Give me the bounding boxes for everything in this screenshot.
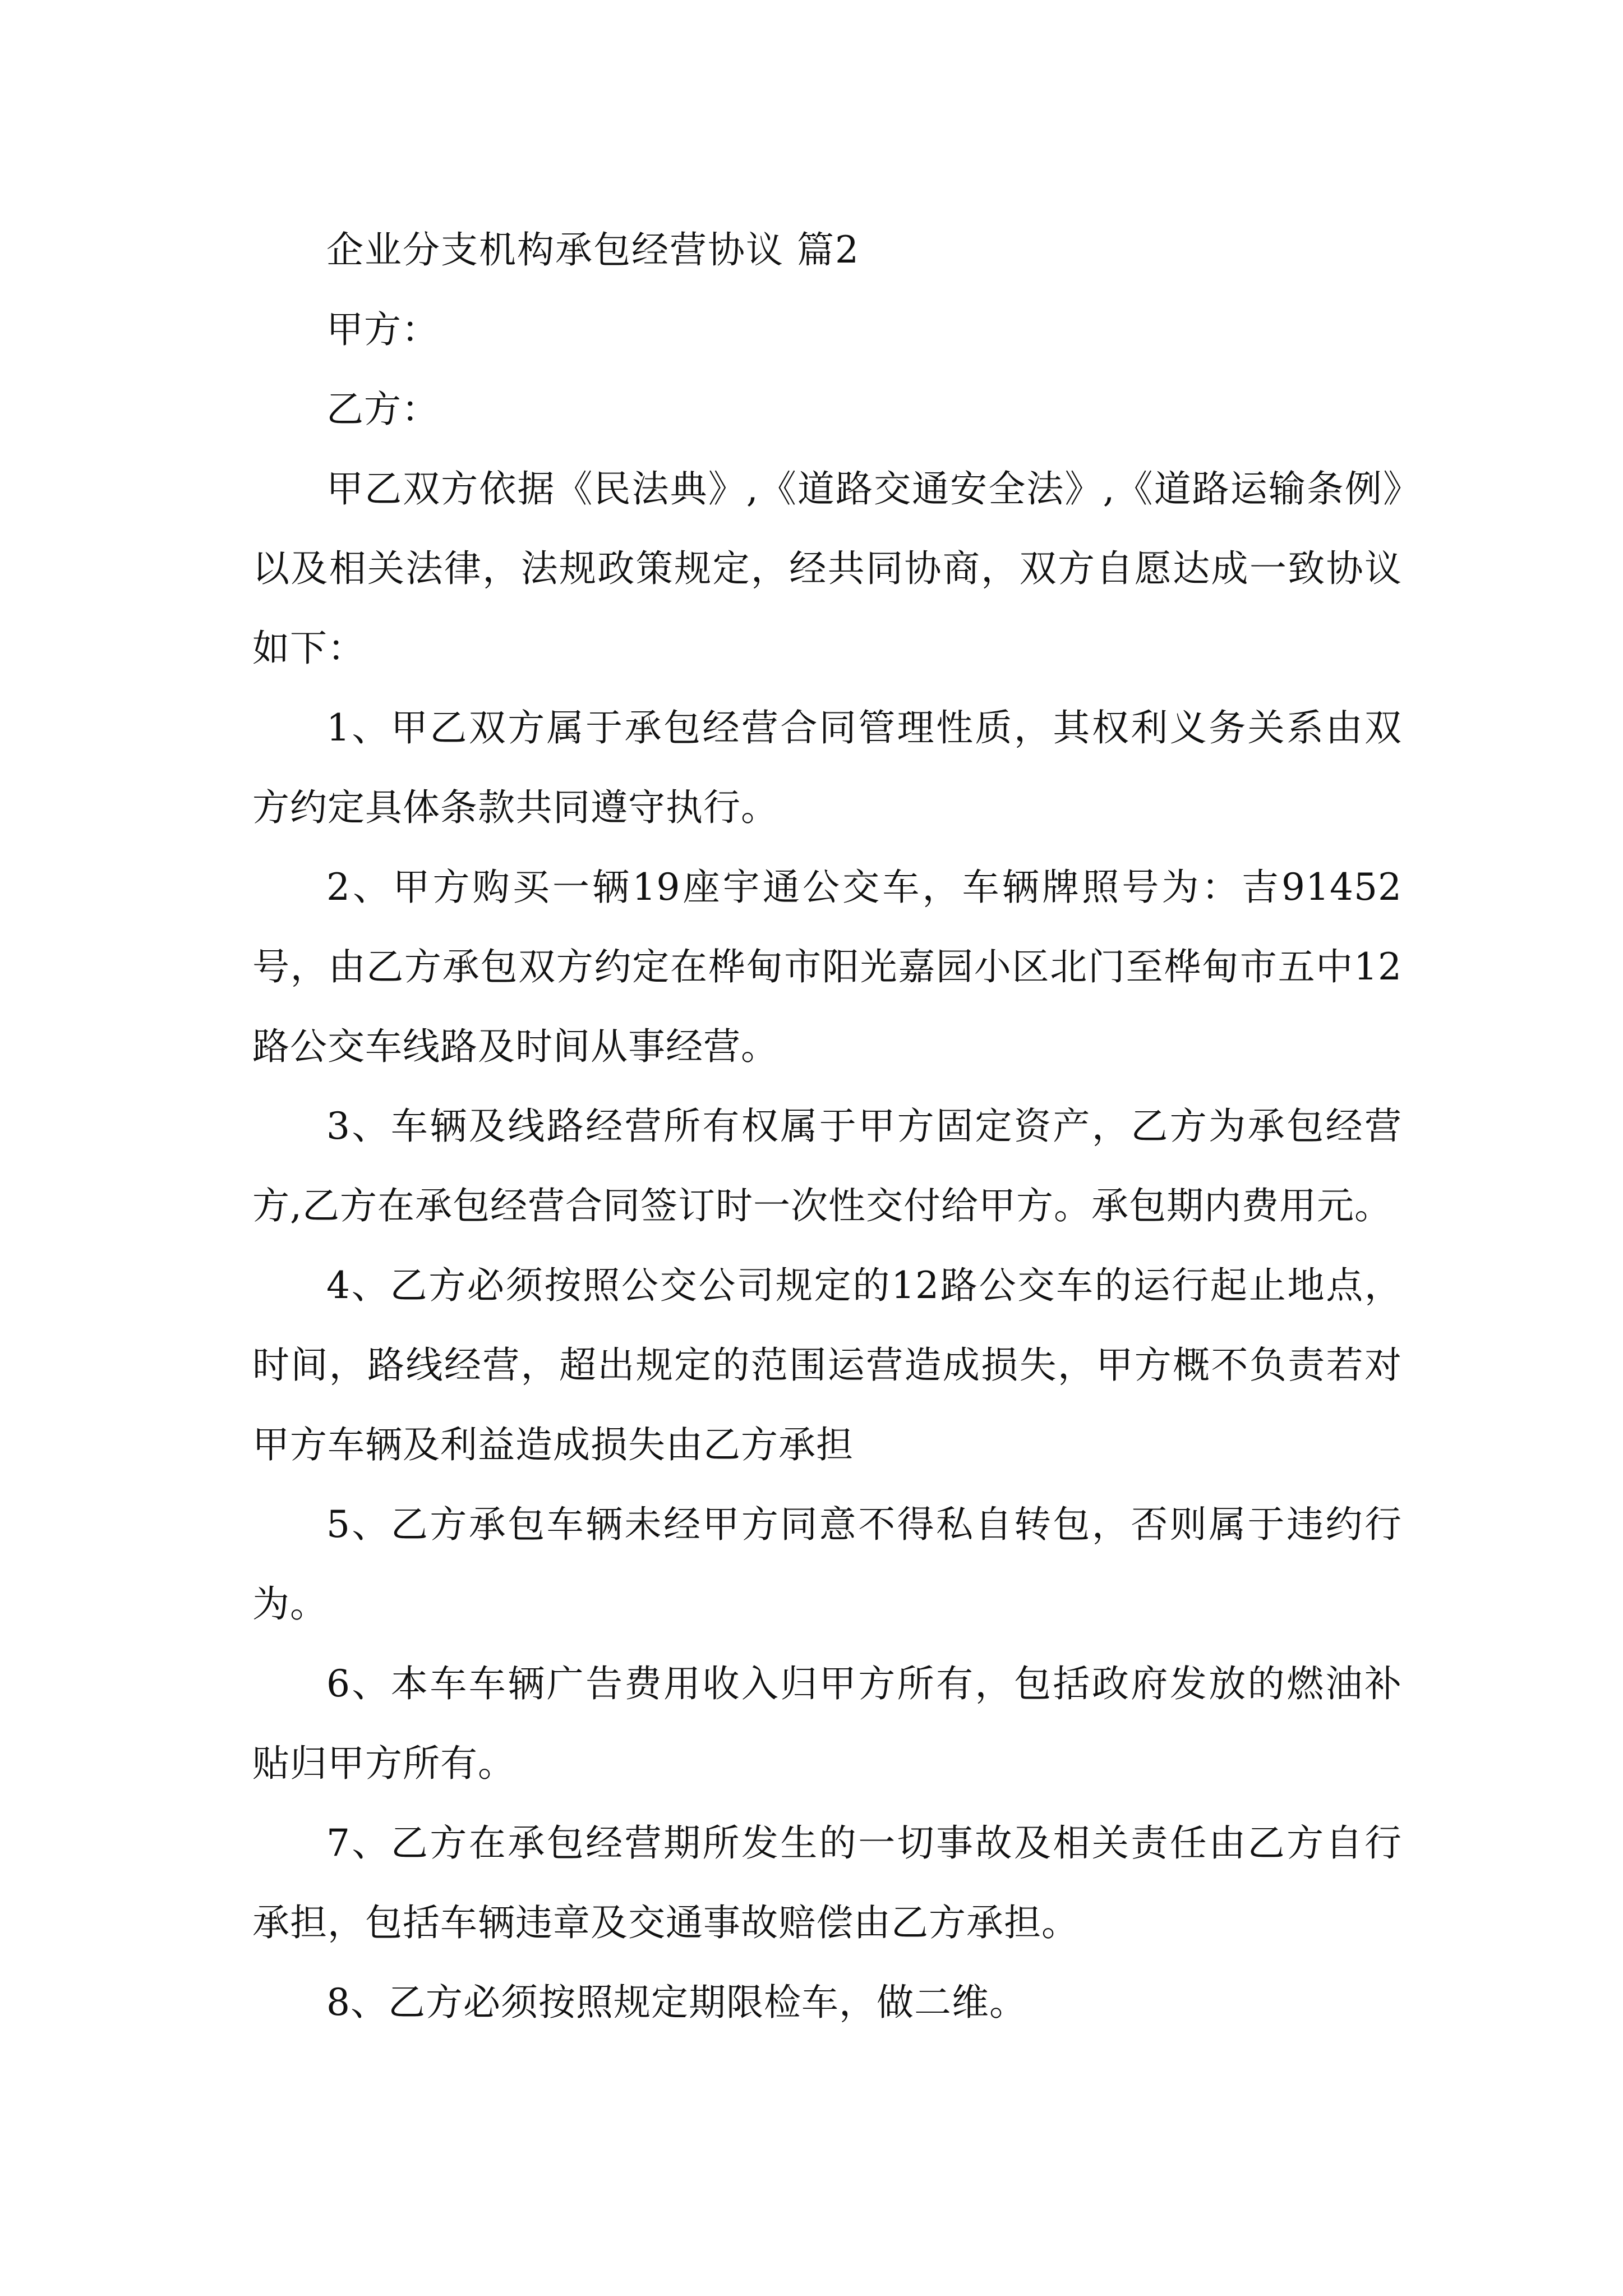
document-body bbox=[252, 210, 1402, 2042]
party-b-line: 乙方： bbox=[326, 388, 439, 431]
clause-1: 1、甲乙双方属于承包经营合同管理性质，其权利义务关系由双方约定具体条款共同遵守执行。 bbox=[252, 706, 1402, 829]
clause-4: 4、乙方必须按照公交公司规定的12路公交车的运行起止地点，时间，路线经营，超出规定的范围运营造成损失，甲方概不负责若对甲方车辆及利益造成损失由乙方承担 bbox=[252, 1264, 1402, 1466]
clause-7: 7、乙方在承包经营期所发生的一切事故及相关责任由乙方自行承担，包括车辆违章及交通事故赔偿由乙方承担。 bbox=[252, 1821, 1402, 1944]
clause-5: 5、乙方承包车辆未经甲方同意不得私自转包，否则属于违约行为。 bbox=[252, 1503, 1402, 1626]
intro-paragraph: 甲乙双方依据《民法典》,《道路交通安全法》,《道路运输条例》以及相关法律，法规政策规定，经共同协商，双方自愿达成一致协议如下： bbox=[252, 467, 1402, 670]
clause-2: 2、甲方购买一辆19座宇通公交车，车辆牌照号为：吉91452号，由乙方承包双方约定在桦甸市阳光嘉园小区北门至桦甸市五中12路公交车线路及时间从事经营。 bbox=[252, 866, 1402, 1068]
party-a-line: 甲方： bbox=[326, 308, 439, 351]
clause-6: 6、本车车辆广告费用收入归甲方所有，包括政府发放的燃油补贴归甲方所有。 bbox=[252, 1662, 1402, 1785]
clause-3: 3、车辆及线路经营所有权属于甲方固定资产，乙方为承包经营方,乙方在承包经营合同签订时一次性交付给甲方。承包期内费用元。 bbox=[252, 1105, 1402, 1227]
clause-8: 8、乙方必须按照规定期限检车，做二维。 bbox=[326, 1981, 1027, 2024]
document-title: 企业分支机构承包经营协议 篇2 bbox=[326, 228, 860, 272]
